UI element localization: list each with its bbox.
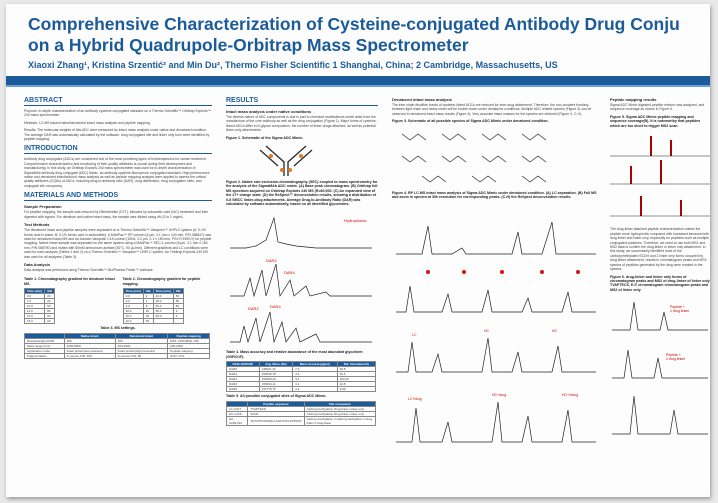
svg-text:Hydrophobic: Hydrophobic [344, 218, 367, 224]
table-row: 30.0 20 56.0 2 [123, 309, 183, 314]
intact-mass-text: The diverse nature of ADC components is due in part to chemical modifications which arise from the manufacture of the core antibody as well as the drug conjugation (Figure 1). Major forms of cysteine-linked ADCs differ in N-glycan composition, the number of linker-drugs attached, as well as potential linker-only attachments. [226, 115, 377, 133]
results-heading: RESULTS [226, 96, 378, 106]
peptide-mapping-text: Sigma ADC Mimic digested peptide mixture was analyzed, and sequence coverage as shown in Figure 5. [610, 103, 705, 112]
table-row: DAR4 153069.29 3.4 100.00 [227, 377, 376, 382]
denatured-text: The inter chain disulfide bonds of cysteine-linked ADCs are reduced for inter-drug attachment. Therefore, the non-covalent bonding between light chain and heavy chain will be broken down under denatured conditions. Multiple ADC related species (Figure 3) can be observed in denatured intact mass results (Figure 4). Very accurate intact masses for the species are obtained (Figure 4, C-H). [392, 103, 592, 116]
svg-text:LC: LC [412, 332, 417, 337]
table-row: 1.0 20 [25, 299, 55, 304]
table-row: HC-C229,232 THTCPPCPAPELLGGPSVFLFPPKPK Carboxymethylation 2 carboxymethylation 1 drug-linker 2 drug-linker [227, 416, 376, 425]
peptide-mapping-heading: Peptide mapping results [610, 97, 657, 102]
table-row: DAR0 148221.31 7.2 20.8 [227, 367, 376, 372]
data-analysis-heading: Data Analysis [24, 261, 51, 267]
intact-mass-heading: Intact mass analysis under native conditions [226, 109, 312, 114]
figure1-structure [226, 142, 378, 178]
abstract-purpose: Purpose: In-depth characterization of an antibody cysteine-conjugated standard on a Thermo Scientific™ Orbitrap Exploris™ 240 mass spectrometer. [24, 109, 211, 118]
figure6-chromatograms [610, 294, 710, 444]
svg-text:LC+drug: LC+drug [408, 396, 422, 401]
table-row: DAR8 157778.75 4.3 9.96 [227, 387, 376, 392]
introduction-text: Antibody drug conjugates (ADCs) are considered one of the most promising types of biotherapeutics for cancer treatment. Comprehensive characterization and monitoring of their quality attributes is crucial during their development and manufacturing. In this study, an Orbitrap Exploris 240 mass spectrometer was used for in-depth characterization of SigmaMAb antibody drug conjugate (ADC) Mimic, an antibody cysteine-fluorophore conjugated standard. High performance native and denatured intact/subunit mass analysis as well as peptide mapping analysis were applied to assess the critical quality attributes (CQAs) of ADCs, including drug-to-antibody ratio (DAR), drug distribution, drug conjugation sites, and conjugate site occupancy. [24, 157, 210, 188]
figure2-caption: Figure 2. Native size exclusion-chromatography (SEC) coupled to mass spectrometry for the analysis of the SigmaMAb ADC mimic. (A) Base peak chromatogram. (B) Orbitrap full MS spectrum acquired on Orbitrap Exploris 240 MS (R=60,000. (C) An expanded view of the 27+ charge state. (D) the ReSpect™ deconvolution results, showing a distribution of 0-8 SMCC linker-drug attachments. Average Drug-to-Antibody Ratio (DAR) was calculated by software automatically, based on all identified glycoforms. [226, 180, 378, 207]
antibody-structure-image [226, 142, 376, 178]
introduction-heading: INTRODUCTION [24, 144, 212, 154]
figure5-chromatograms [610, 130, 710, 226]
svg-text:DAR2: DAR2 [248, 306, 259, 312]
svg-text:Peptide +: Peptide + [670, 305, 685, 310]
test-methods-heading: Test Methods [24, 222, 50, 228]
column-4 [610, 94, 710, 446]
table-row: 13.0 20 [25, 314, 55, 319]
authors-line: Xiaoxi Zhang¹, Kristina Srzentić² and Min Du², Thermo Fisher Scientific 1 Shanghai, China; 2 Cambridge, Massachusetts, US [28, 60, 558, 70]
materials-heading: MATERIALS AND METHODS [24, 191, 212, 201]
svg-text:DAR4: DAR4 [270, 304, 281, 310]
table-row: 0.0 20 [25, 294, 55, 299]
abstract-heading: ABSTRACT [24, 96, 212, 106]
table-row: 12.0 80 [25, 309, 55, 314]
table-row: Mass range (m/z) 2000-8000 600-4000 200-2000 [25, 343, 210, 348]
figure4-spectra [392, 202, 600, 462]
column-2 [226, 94, 378, 426]
table-row: 15.0 20 [25, 319, 55, 324]
svg-text:DAR4: DAR4 [284, 270, 295, 276]
table2-caption: Table 2. Chromatography gradient for peptide mapping. [122, 277, 201, 286]
header-rule [6, 76, 710, 85]
figure5-caption: Figure 5. Sigma ADC Mimic peptide mapping and sequence coverage(B). It is noteworthy that peptides which are too short to trigger MS2 scan. [610, 114, 701, 128]
figure1-caption: Figure 1. Schematic of the Sigma ADC Mimic. [226, 135, 304, 140]
data-analysis-text: Data analysis was performed using Thermo Scientific™ BioPharma Finder™ software. [24, 267, 154, 272]
table-row: 0.0 2 44.0 50 [123, 294, 183, 299]
table5-caption: Table 5. All possible conjugated sites of Sigma ADC Mimic. [226, 394, 327, 399]
table-row: 42.0 45 [123, 319, 183, 324]
abstract-results: Results: The molecular weights of this ADC were measured by intact mass analysis under native and denatured condition. The average DAR was automatically calculated by the software; drug conjugated site and linker only form were identified by peptide mapping. [24, 128, 210, 142]
table-row: DAR6 155494.11 3.1 42.8 [227, 382, 376, 387]
poster [6, 4, 710, 497]
svg-text:Peptide +: Peptide + [666, 353, 681, 358]
header-rule-accent [6, 85, 710, 87]
spectra-image [226, 208, 376, 348]
table1: Time (min) %B 0.0 20 1.0 20 10.0 60 12.0 80 13.0 20 15.0 20 [24, 288, 55, 324]
table1-caption: Table 1. Chromatography gradient for denature intact MS. [24, 277, 115, 286]
table-row: 10.0 60 [25, 304, 55, 309]
figure2-spectra [226, 208, 378, 348]
svg-text:1 drug linker: 1 drug linker [670, 309, 690, 314]
svg-text:HC+drug: HC+drug [492, 392, 507, 397]
table-row: 2.0 2 45.0 80 [123, 299, 183, 304]
table3: Native intact Denatured intact Peptide mapping Resolution@m/z200 60K 30K MS1: 120K/MS2: 15K Mass range (m/z) 2000-8000 600-4000 200-2000 Application mode Intact protein(low pressure) Intact protein(high pressure) Peptide mapping Fragmentation In-source CID: 100 In-source CID: 60 HCD: 27% [24, 333, 210, 359]
test-methods-text: The denatured intact and peptide samples were separated on a Thermo Scientific™ Vanquish™ UHPLC system (A: 0.1% formic acid in water, B: 0.1% formic acid in acetonitrile). A MAbPac™ RP column (4 μm, 2.1 mm x 100 mm, P/N 088647) was used for denatured intact MS and an Acclaim Vanquish C18 column (150A, 2.2 μm, 2.1 x 150 mm, P/N 071399-V) for peptide mapping. Native intact sample was separated on the same system using a MAbPac™ SEC-1 column (5 μm, 2.1 mm x 150 mm, P/N 088790) and eluted with 50mM ammonium acetate (30°C, 90 μL/min). Different gradients and LC conditions were used for each analysis (Tables 1 and 2) on a Thermo Scientific™ Vanquish™ UHPLC system. An Orbitrap Exploris 240 MS was used for all analyses (Table 3). [24, 228, 212, 259]
denatured-heading: Denatured intact mass analysis [392, 97, 452, 102]
table3-caption: Table 3. MS settings. [100, 326, 136, 331]
abstract-methods: Methods: LC-MS based native/denatured intact mass analysis and peptide mapping. [24, 120, 151, 125]
sample-prep-text: For peptide mapping, the sample was reduced by Dithiothreitol (DTT), followed by iodoacetic acid (IAC) treatment and then digested with trypsin. For denature and native intact mass, the sample was diluted using dH₂O to 1 mg/mL. [24, 210, 209, 219]
column-1 [24, 94, 212, 359]
table-row: Fragmentation In-source CID: 100 In-source CID: 60 HCD: 27% [25, 353, 210, 358]
table-row: Resolution@m/z200 60K 30K MS1: 120K/MS2: 15K [25, 338, 210, 343]
sample-prep-heading: Sample Preparation [24, 204, 62, 210]
table-row: DAR2 150645.78 4.9 49.6 [227, 372, 376, 377]
column-3 [392, 94, 602, 463]
poster-title: Comprehensive Characterization of Cysteine-conjugated Antibody Drug Conju on a Hybrid Quadrupole-Orbitrap Mass Spectrometer [28, 14, 680, 55]
table-row: 4.0 8 55.0 80 [123, 304, 183, 309]
svg-text:HC: HC [552, 328, 558, 333]
figure3-caption: Figure 3. Schematic of all possible species of Sigma ADC Mimic under denatured condition. [392, 119, 549, 124]
table-row: LC-C217 TVAPTECS Carboxymethylation Drug-linker Linker only [227, 406, 376, 411]
table4-caption: Table 4. Mass accuracy and relative abundance of the most abundant glycoform (G0F/G1F). [226, 350, 363, 359]
svg-text:2 drug linker: 2 drug linker [666, 357, 686, 362]
svg-text:DAR2: DAR2 [266, 258, 277, 264]
table4: DAR+G0F/G0F Avg. Mass (Da) Mass Accuracy(ppm) Rel. Abundance% DAR0 148221.31 7.2 20.8 DAR2 150645.78 4.9 49.6 DAR4 153069.29 3.4 100.00 DAR6 155494.11 3.1 42.8 DAR8 157778.75 4.3 9.96 [226, 361, 376, 392]
table5: Peptide sequence Site occupancy LC-C217 TVAPTECS Carboxymethylation Drug-linker Linker only HC-C226 SCDK Carboxymethylation Drug-linker Linker only HC-C229,232 THTCPPCPAPELLGGPSVFLFPPKPK Carboxymethylation 2 carboxymethylation 1 drug-linker 2 drug-linker [226, 401, 376, 426]
peptide-discussion-text: The drug-linker attached peptide characterization makes the peptide more hydrophobic compared with increased because both drug linker and linker only, especially for peptides such as multiple conjugated cysteines. Therefore, we need to use both MS1 and MS2 data to confirm the drug-linker or linker only attachment. In this study, we successfully identified most of the carboxymethylated SCDH and 2 linker only forms occupied by drug-linker attachment, results in chromatogram peaks and MS2 spectra of peptides generated by the drug were marked in the spectra. [610, 227, 710, 272]
svg-text:HC+2drug: HC+2drug [562, 392, 579, 397]
figure6-caption: Figure 6. drug-linker and linker only forms of chromatogram peaks and MS2 of drug-linker of linker only TVAPTECS, E-F, chromatogram chromatogram peaks and MS2 of linker only [610, 274, 710, 292]
svg-text:HC: HC [484, 328, 490, 333]
table-row: 40.0 35 65.0 2 [123, 314, 183, 319]
table-row: HC-C226 SCDK Carboxymethylation Drug-linker Linker only [227, 411, 376, 416]
figure3-structures [392, 126, 600, 188]
figure4-caption: Figure 4. RP LC-MS intact mass analysis of Sigma ADC Mimic under denatured condition. (A) LC separation. (B) Full MS and zoom in spectra at 30k resolution for corresponding peaks. (C-H) the ReSpect deconvolution results. [392, 191, 597, 200]
table-row: Application mode Intact protein(low pressure) Intact protein(high pressure) Peptide mapping [25, 348, 210, 353]
table2: Time (min) %B Time (min) %B 0.0 2 44.0 50 2.0 2 45.0 80 4.0 8 55.0 80 30.0 20 56.0 2 40.0 35 65.0 2 42.0 45 [123, 288, 184, 324]
